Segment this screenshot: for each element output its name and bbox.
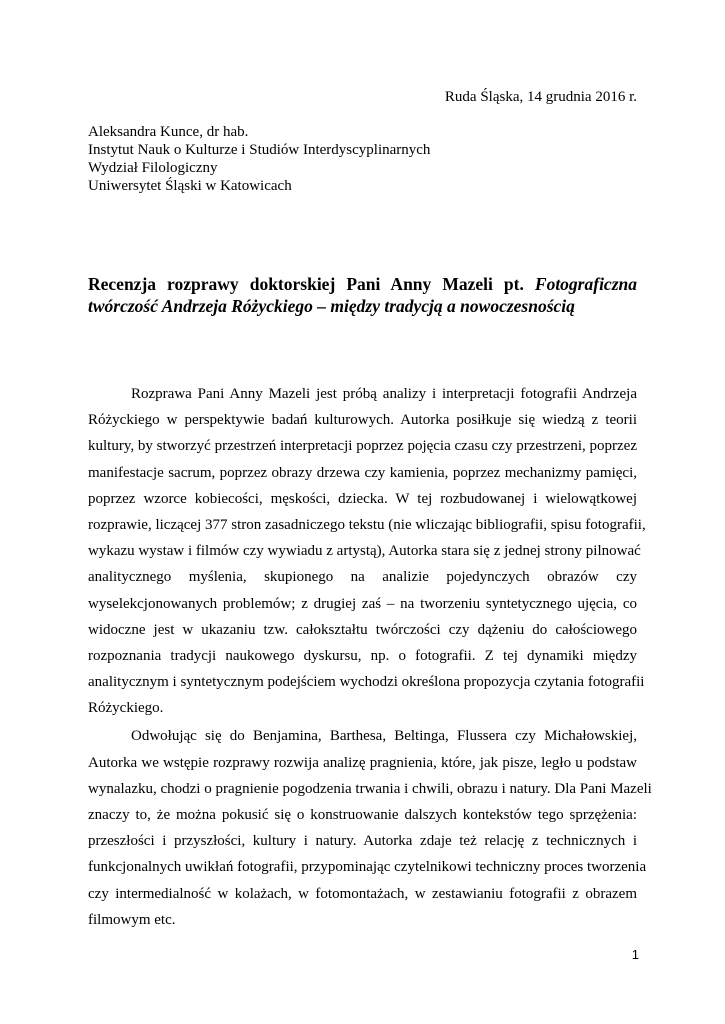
title-line-2: [88, 295, 637, 317]
paragraph-line: analitycznym i syntetycznym podejściem wychodzi określona propozycja czytania fotografii: [88, 674, 645, 691]
paragraph-line: funkcjonalnych uwikłań fotografii, przypominając czytelnikowi techniczny proces tworzenia: [88, 859, 647, 876]
paragraph-1: [88, 381, 646, 721]
paragraph-line: znaczy to, że można pokusić się o konstruowanie dalszych kontekstów tego sprzężenia:: [88, 807, 637, 823]
paragraph-line: rozpoznania tradycji naukowego dyskursu, np. o fotografii. Z tej dynamiki między: [88, 647, 637, 664]
paragraph-2: [88, 723, 652, 933]
paragraph-line: przeszłości i przyszłości, kultury i natury. Autorka zdaje też relację z technicznych i: [88, 833, 637, 850]
title-italic-start: Fotograficzna: [534, 274, 637, 294]
paragraph-line: Odwołując się do Benjamina, Barthesa, Beltinga, Flussera czy Michałowskiej,: [131, 728, 637, 745]
sender-institute: Instytut Nauk o Kulturze i Studiów Interdyscyplinarnych: [88, 142, 431, 158]
sender-university: Uniwersytet Śląski w Katowicach: [88, 178, 292, 194]
paragraph-line: rozprawie, liczącej 377 stron zasadniczego tekstu (nie wliczając bibliografii, spisu fotografii,: [88, 516, 646, 533]
paragraph-line: filmowym etc.: [88, 911, 176, 928]
paragraph-line: Różyckiego w perspektywie badań kulturowych. Autorka posiłkuje się wiedzą z teorii: [88, 412, 637, 429]
sender-faculty: Wydział Filologiczny: [88, 160, 218, 176]
title-plain: Recenzja rozprawy doktorskiej Pani Anny Mazeli pt.: [88, 274, 524, 294]
paragraph-line: poprzez wzorce kobiecości, męskości, dziecka. W tej rozbudowanej i wielowątkowej: [88, 490, 637, 507]
paragraph-line: czy intermedialność w kolażach, w fotomontażach, w zestawianiu fotografii z obrazem: [88, 885, 637, 902]
paragraph-line: widoczne jest w ukazaniu tzw. całokształtu twórczości czy dążeniu do całościowego: [88, 621, 637, 638]
paragraph-line: wykazu wystaw i filmów czy wywiadu z artystą), Autorka stara się z jednej strony pilnować: [88, 543, 641, 560]
paragraph-line: wyselekcjonowanych problemów; z drugiej zaś – na tworzeniu syntetycznego ujęcia, co: [88, 595, 637, 612]
paragraph-line: Rozprawa Pani Anny Mazeli jest próbą analizy i interpretacji fotografii Andrzeja: [131, 386, 637, 402]
paragraph-line: kultury, by stworzyć przestrzeń interpretacji poprzez pojęcia czasu czy przestrzeni, poprzez: [88, 438, 637, 455]
sender-name: Aleksandra Kunce, dr hab.: [88, 124, 249, 140]
title-line-1: [88, 273, 637, 295]
review-title: [88, 273, 637, 317]
page-number: 1: [631, 947, 639, 962]
title-italic-end: twórczość Andrzeja Różyckiego – między tradycją a nowoczesnością: [88, 296, 575, 316]
paragraph-line: Autorka we wstępie rozprawy rozwija analizę pragnienia, które, jak pisze, legło u podstaw: [88, 754, 637, 771]
paragraph-line: Różyckiego.: [88, 700, 164, 717]
place-date: Ruda Śląska, 14 grudnia 2016 r.: [444, 89, 637, 105]
paragraph-line: manifestacje sacrum, poprzez obrazy drzewa czy kamienia, poprzez mechanizmy pamięci,: [88, 464, 637, 481]
review-body: [88, 381, 652, 933]
paragraph-line: wynalazku, chodzi o pragnienie pogodzenia trwania i chwili, obrazu i natury. Dla Pani Mazeli: [88, 780, 652, 797]
paragraph-line: analitycznego myślenia, skupionego na analizie pojedynczych obrazów czy: [88, 569, 637, 586]
sender-block: [88, 123, 430, 195]
